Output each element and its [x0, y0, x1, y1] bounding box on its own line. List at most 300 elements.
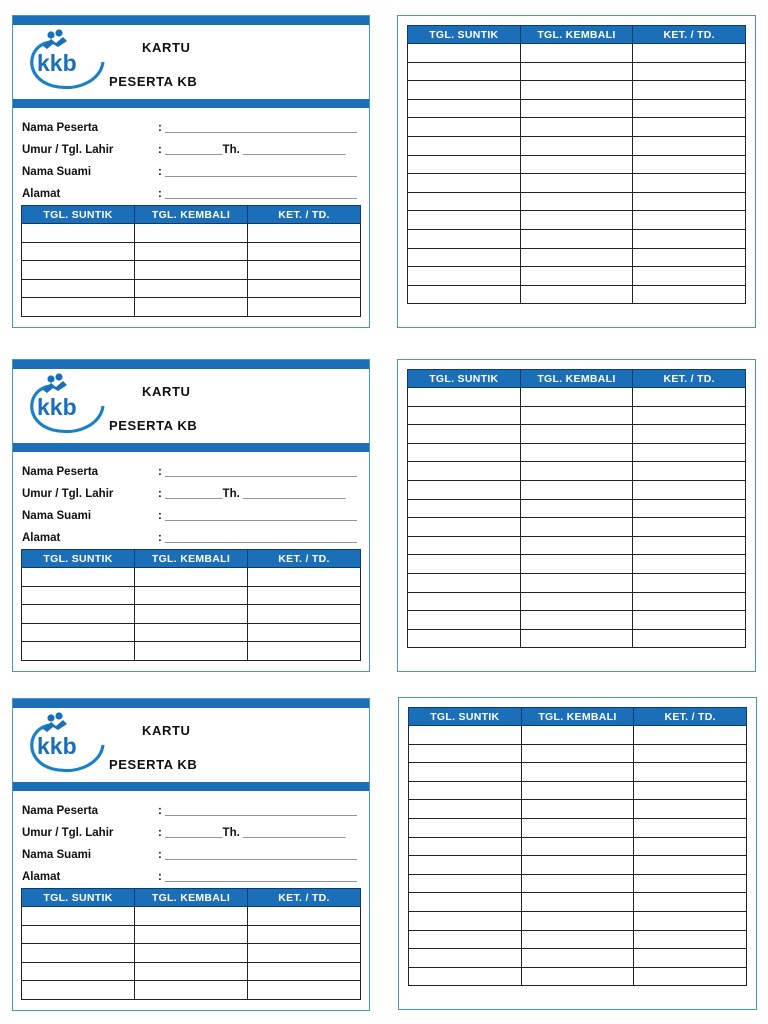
- header-tgl-suntik: TGL. SUNTIK: [408, 26, 521, 44]
- table-row: [408, 248, 746, 267]
- cell-ket-td[interactable]: [633, 499, 746, 518]
- field-alamat: Alamat : ______________________________: [22, 871, 357, 883]
- cell-ket-td[interactable]: [634, 949, 747, 968]
- cell-tgl-kembali[interactable]: [521, 763, 634, 782]
- header-tgl-suntik: TGL. SUNTIK: [22, 889, 135, 907]
- card-back-1: [397, 15, 756, 328]
- cell-tgl-kembali[interactable]: [521, 856, 634, 875]
- table-row: [22, 605, 361, 624]
- cell-tgl-kembali[interactable]: [520, 443, 633, 462]
- cell-tgl-suntik[interactable]: [408, 155, 521, 174]
- cell-tgl-kembali[interactable]: [520, 629, 633, 648]
- cell-tgl-kembali[interactable]: [520, 44, 633, 63]
- cell-ket-td[interactable]: [633, 536, 746, 555]
- cell-ket-td[interactable]: [633, 592, 746, 611]
- cell-tgl-kembali[interactable]: [520, 155, 633, 174]
- cell-tgl-suntik[interactable]: [408, 248, 521, 267]
- cell-tgl-suntik[interactable]: [409, 949, 522, 968]
- kkb-logo-icon: [23, 28, 109, 94]
- field-umur-tgl-lahir: Umur / Tgl. Lahir : _________Th. ________________: [22, 488, 346, 500]
- field-nama-peserta: Nama Peserta : ______________________________: [22, 122, 357, 134]
- cell-tgl-suntik[interactable]: [22, 642, 135, 661]
- cell-tgl-suntik[interactable]: [408, 81, 521, 100]
- cell-tgl-kembali[interactable]: [520, 99, 633, 118]
- cell-ket-td[interactable]: [633, 462, 746, 481]
- cell-tgl-suntik[interactable]: [22, 907, 135, 926]
- table-row: [22, 242, 361, 261]
- cell-ket-td[interactable]: [248, 261, 361, 280]
- table-row: [22, 925, 361, 944]
- cell-tgl-kembali[interactable]: [521, 781, 634, 800]
- cell-tgl-kembali[interactable]: [521, 967, 634, 986]
- cell-tgl-kembali[interactable]: [520, 611, 633, 630]
- field-blank[interactable]: ______________________________: [165, 805, 357, 817]
- cell-tgl-kembali[interactable]: [520, 425, 633, 444]
- cell-tgl-kembali[interactable]: [520, 406, 633, 425]
- cell-tgl-suntik[interactable]: [408, 443, 521, 462]
- participant-fields: [22, 119, 367, 207]
- table-row: [408, 573, 746, 592]
- card-title-peserta-kb: PESERTA KB: [109, 757, 198, 772]
- cell-tgl-kembali[interactable]: [520, 555, 633, 574]
- table-row: [408, 611, 746, 630]
- header-bottom-bar: [13, 782, 369, 791]
- cell-tgl-kembali[interactable]: [520, 174, 633, 193]
- cell-ket-td[interactable]: [633, 629, 746, 648]
- card-title-kartu: KARTU: [142, 40, 191, 55]
- cell-tgl-suntik[interactable]: [408, 136, 521, 155]
- table-row: [22, 623, 361, 642]
- field-blank[interactable]: ______________________________: [165, 871, 357, 883]
- cell-tgl-kembali[interactable]: [135, 623, 248, 642]
- injection-log-table: [21, 549, 361, 661]
- cell-tgl-suntik[interactable]: [409, 837, 522, 856]
- cell-tgl-kembali[interactable]: [135, 224, 248, 243]
- cell-ket-td[interactable]: [248, 242, 361, 261]
- field-nama-suami: Nama Suami : ______________________________: [22, 166, 357, 178]
- cell-ket-td[interactable]: [633, 443, 746, 462]
- cell-ket-td[interactable]: [634, 837, 747, 856]
- cell-tgl-suntik[interactable]: [409, 744, 522, 763]
- table-row: [408, 499, 746, 518]
- table-row: [408, 285, 746, 304]
- table-row: [408, 388, 746, 407]
- cell-ket-td[interactable]: [633, 406, 746, 425]
- cell-tgl-suntik[interactable]: [22, 586, 135, 605]
- cell-tgl-suntik[interactable]: [22, 925, 135, 944]
- table-row: [408, 99, 746, 118]
- cell-tgl-kembali[interactable]: [520, 211, 633, 230]
- cell-ket-td[interactable]: [634, 967, 747, 986]
- cell-tgl-kembali[interactable]: [520, 462, 633, 481]
- cell-tgl-suntik[interactable]: [408, 99, 521, 118]
- injection-log-table: [408, 707, 747, 986]
- card-back-3: [398, 697, 757, 1010]
- cell-ket-td[interactable]: [634, 781, 747, 800]
- field-blank[interactable]: ______________________________: [165, 188, 357, 200]
- table-row: [408, 536, 746, 555]
- table-row: [408, 174, 746, 193]
- cell-ket-td[interactable]: [633, 192, 746, 211]
- cell-ket-td[interactable]: [633, 62, 746, 81]
- table-row: [22, 298, 361, 317]
- cell-tgl-suntik[interactable]: [22, 224, 135, 243]
- cell-tgl-kembali[interactable]: [135, 944, 248, 963]
- cell-tgl-kembali[interactable]: [520, 480, 633, 499]
- cell-tgl-kembali[interactable]: [520, 285, 633, 304]
- cell-tgl-suntik[interactable]: [22, 279, 135, 298]
- cell-tgl-suntik[interactable]: [409, 781, 522, 800]
- injection-log-table: [407, 369, 746, 648]
- cell-tgl-kembali[interactable]: [521, 744, 634, 763]
- cell-tgl-suntik[interactable]: [408, 536, 521, 555]
- field-nama-suami: Nama Suami : ______________________________: [22, 849, 357, 861]
- header-ket-td: KET. / TD.: [248, 206, 361, 224]
- header-tgl-kembali: TGL. KEMBALI: [520, 370, 633, 388]
- kkb-logo: [23, 711, 109, 777]
- header-top-bar: [13, 16, 369, 25]
- table-row: [409, 726, 747, 745]
- injection-log-table: [21, 888, 361, 1000]
- cell-tgl-suntik[interactable]: [22, 605, 135, 624]
- table-row: [408, 44, 746, 63]
- cell-tgl-kembali[interactable]: [521, 874, 634, 893]
- cell-tgl-kembali[interactable]: [135, 279, 248, 298]
- table-row: [408, 118, 746, 137]
- cell-tgl-kembali[interactable]: [135, 907, 248, 926]
- cell-ket-td[interactable]: [633, 285, 746, 304]
- cell-tgl-kembali[interactable]: [521, 837, 634, 856]
- cell-ket-td[interactable]: [633, 518, 746, 537]
- cell-tgl-suntik[interactable]: [409, 911, 522, 930]
- field-nama-peserta: Nama Peserta : ______________________________: [22, 805, 357, 817]
- table-row: [22, 279, 361, 298]
- cell-tgl-kembali[interactable]: [520, 81, 633, 100]
- field-nama-suami: Nama Suami : ______________________________: [22, 510, 357, 522]
- table-row: [22, 944, 361, 963]
- cell-tgl-kembali[interactable]: [520, 573, 633, 592]
- header-ket-td: KET. / TD.: [633, 26, 746, 44]
- field-blank[interactable]: ______________________________: [165, 466, 357, 478]
- cell-tgl-kembali[interactable]: [520, 499, 633, 518]
- cell-ket-td[interactable]: [633, 211, 746, 230]
- cell-ket-td[interactable]: [633, 81, 746, 100]
- field-nama-peserta: Nama Peserta : ______________________________: [22, 466, 357, 478]
- cell-tgl-suntik[interactable]: [408, 267, 521, 286]
- cell-tgl-kembali[interactable]: [520, 388, 633, 407]
- svg-text:kkb: kkb: [37, 50, 77, 76]
- table-row: [408, 518, 746, 537]
- header-ket-td: KET. / TD.: [248, 550, 361, 568]
- cell-ket-td[interactable]: [248, 944, 361, 963]
- cell-tgl-suntik[interactable]: [22, 242, 135, 261]
- cell-tgl-kembali[interactable]: [135, 568, 248, 587]
- cell-ket-td[interactable]: [633, 425, 746, 444]
- cell-tgl-suntik[interactable]: [408, 229, 521, 248]
- cell-ket-td[interactable]: [633, 155, 746, 174]
- header-tgl-suntik: TGL. SUNTIK: [408, 370, 521, 388]
- table-row: [408, 136, 746, 155]
- header-ket-td: KET. / TD.: [633, 370, 746, 388]
- cell-ket-td[interactable]: [634, 726, 747, 745]
- table-row: [22, 981, 361, 1000]
- cell-ket-td[interactable]: [634, 874, 747, 893]
- cell-tgl-kembali[interactable]: [520, 136, 633, 155]
- injection-log-table: [21, 205, 361, 317]
- svg-text:kkb: kkb: [37, 394, 77, 420]
- cell-ket-td[interactable]: [634, 818, 747, 837]
- cell-ket-td[interactable]: [633, 229, 746, 248]
- field-alamat: Alamat : ______________________________: [22, 532, 357, 544]
- table-row: [409, 874, 747, 893]
- table-row: [409, 837, 747, 856]
- card-title-kartu: KARTU: [142, 723, 191, 738]
- cell-tgl-suntik[interactable]: [22, 623, 135, 642]
- table-row: [22, 224, 361, 243]
- participant-fields: [22, 802, 367, 890]
- cell-ket-td[interactable]: [248, 962, 361, 981]
- card-title-peserta-kb: PESERTA KB: [109, 74, 198, 89]
- kkb-logo-icon: [23, 711, 109, 777]
- cell-tgl-suntik[interactable]: [408, 462, 521, 481]
- cell-tgl-suntik[interactable]: [408, 555, 521, 574]
- cell-ket-td[interactable]: [248, 642, 361, 661]
- table-row: [409, 893, 747, 912]
- cell-tgl-suntik[interactable]: [408, 174, 521, 193]
- cell-tgl-kembali[interactable]: [135, 242, 248, 261]
- cell-ket-td[interactable]: [248, 605, 361, 624]
- cell-tgl-kembali[interactable]: [521, 949, 634, 968]
- cell-tgl-suntik[interactable]: [408, 480, 521, 499]
- cell-ket-td[interactable]: [248, 586, 361, 605]
- header-bottom-bar: [13, 99, 369, 108]
- cell-tgl-suntik[interactable]: [22, 962, 135, 981]
- cell-tgl-suntik[interactable]: [408, 518, 521, 537]
- cell-tgl-kembali[interactable]: [520, 536, 633, 555]
- table-row: [409, 949, 747, 968]
- cell-tgl-suntik[interactable]: [408, 285, 521, 304]
- cell-tgl-suntik[interactable]: [409, 967, 522, 986]
- header-tgl-kembali: TGL. KEMBALI: [521, 708, 634, 726]
- cell-tgl-kembali[interactable]: [520, 267, 633, 286]
- table-row: [408, 592, 746, 611]
- cell-tgl-suntik[interactable]: [409, 930, 522, 949]
- table-row: [408, 62, 746, 81]
- field-blank[interactable]: _________Th. ________________: [165, 144, 346, 156]
- cell-tgl-suntik[interactable]: [22, 981, 135, 1000]
- cell-ket-td[interactable]: [633, 480, 746, 499]
- cell-ket-td[interactable]: [634, 893, 747, 912]
- cell-ket-td[interactable]: [248, 568, 361, 587]
- cell-tgl-suntik[interactable]: [408, 118, 521, 137]
- participant-fields: [22, 463, 367, 551]
- header-tgl-kembali: TGL. KEMBALI: [135, 889, 248, 907]
- cell-ket-td[interactable]: [633, 248, 746, 267]
- header-tgl-kembali: TGL. KEMBALI: [135, 206, 248, 224]
- svg-text:kkb: kkb: [37, 733, 77, 759]
- table-row: [409, 744, 747, 763]
- cell-ket-td[interactable]: [248, 279, 361, 298]
- cell-ket-td[interactable]: [633, 44, 746, 63]
- table-row: [409, 930, 747, 949]
- field-blank[interactable]: ______________________________: [165, 849, 357, 861]
- cell-tgl-suntik[interactable]: [409, 818, 522, 837]
- table-row: [408, 211, 746, 230]
- cell-ket-td[interactable]: [633, 136, 746, 155]
- cell-ket-td[interactable]: [634, 930, 747, 949]
- cell-ket-td[interactable]: [633, 99, 746, 118]
- table-row: [409, 911, 747, 930]
- header-tgl-suntik: TGL. SUNTIK: [22, 550, 135, 568]
- cell-tgl-kembali[interactable]: [521, 930, 634, 949]
- cell-ket-td[interactable]: [633, 555, 746, 574]
- cell-tgl-suntik[interactable]: [409, 893, 522, 912]
- cell-tgl-suntik[interactable]: [408, 629, 521, 648]
- table-row: [408, 192, 746, 211]
- cell-tgl-suntik[interactable]: [408, 611, 521, 630]
- kkb-logo-icon: [23, 372, 109, 438]
- table-row: [22, 261, 361, 280]
- table-row: [409, 800, 747, 819]
- table-row: [22, 568, 361, 587]
- cell-tgl-kembali[interactable]: [521, 726, 634, 745]
- cell-ket-td[interactable]: [248, 981, 361, 1000]
- table-row: [408, 555, 746, 574]
- kkb-logo: [23, 28, 109, 94]
- cell-tgl-suntik[interactable]: [408, 192, 521, 211]
- table-row: [408, 443, 746, 462]
- cell-tgl-suntik[interactable]: [409, 726, 522, 745]
- cell-ket-td[interactable]: [634, 800, 747, 819]
- table-row: [408, 480, 746, 499]
- cell-tgl-kembali[interactable]: [521, 911, 634, 930]
- table-row: [409, 781, 747, 800]
- cell-tgl-suntik[interactable]: [408, 592, 521, 611]
- cell-tgl-suntik[interactable]: [22, 261, 135, 280]
- field-blank[interactable]: _________Th. ________________: [165, 488, 346, 500]
- cell-tgl-kembali[interactable]: [520, 592, 633, 611]
- cell-ket-td[interactable]: [633, 573, 746, 592]
- card-front-2: [12, 359, 370, 672]
- cell-tgl-suntik[interactable]: [409, 763, 522, 782]
- header-tgl-kembali: TGL. KEMBALI: [135, 550, 248, 568]
- cell-ket-td[interactable]: [248, 224, 361, 243]
- table-row: [408, 229, 746, 248]
- card-back-2: [397, 359, 756, 672]
- field-blank[interactable]: ______________________________: [165, 166, 357, 178]
- header-tgl-suntik: TGL. SUNTIK: [22, 206, 135, 224]
- cell-ket-td[interactable]: [633, 118, 746, 137]
- cell-tgl-suntik[interactable]: [408, 62, 521, 81]
- table-row: [22, 962, 361, 981]
- cell-ket-td[interactable]: [634, 856, 747, 875]
- cell-tgl-kembali[interactable]: [520, 62, 633, 81]
- cell-tgl-suntik[interactable]: [409, 800, 522, 819]
- cell-ket-td[interactable]: [634, 763, 747, 782]
- cell-ket-td[interactable]: [248, 623, 361, 642]
- table-row: [409, 763, 747, 782]
- cell-tgl-suntik[interactable]: [408, 425, 521, 444]
- table-row: [408, 267, 746, 286]
- cell-tgl-suntik[interactable]: [22, 298, 135, 317]
- cell-tgl-kembali[interactable]: [521, 800, 634, 819]
- table-row: [408, 81, 746, 100]
- cell-ket-td[interactable]: [633, 611, 746, 630]
- cell-tgl-suntik[interactable]: [408, 44, 521, 63]
- cell-ket-td[interactable]: [634, 911, 747, 930]
- cell-tgl-suntik[interactable]: [409, 874, 522, 893]
- header-bottom-bar: [13, 443, 369, 452]
- cell-tgl-kembali[interactable]: [135, 981, 248, 1000]
- cell-ket-td[interactable]: [634, 744, 747, 763]
- cell-tgl-kembali[interactable]: [520, 248, 633, 267]
- cell-tgl-kembali[interactable]: [520, 229, 633, 248]
- card-title-peserta-kb: PESERTA KB: [109, 418, 198, 433]
- kkb-logo: [23, 372, 109, 438]
- cell-tgl-suntik[interactable]: [408, 406, 521, 425]
- cell-ket-td[interactable]: [633, 388, 746, 407]
- cell-tgl-kembali[interactable]: [135, 261, 248, 280]
- cell-tgl-kembali[interactable]: [135, 586, 248, 605]
- cell-tgl-kembali[interactable]: [135, 925, 248, 944]
- table-row: [22, 642, 361, 661]
- cell-ket-td[interactable]: [633, 267, 746, 286]
- field-alamat: Alamat : ______________________________: [22, 188, 357, 200]
- field-umur-tgl-lahir: Umur / Tgl. Lahir : _________Th. ________________: [22, 144, 346, 156]
- cell-tgl-kembali[interactable]: [135, 962, 248, 981]
- table-row: [408, 425, 746, 444]
- header-ket-td: KET. / TD.: [248, 889, 361, 907]
- table-row: [409, 818, 747, 837]
- cell-ket-td[interactable]: [248, 298, 361, 317]
- cell-tgl-suntik[interactable]: [408, 499, 521, 518]
- cell-tgl-kembali[interactable]: [521, 818, 634, 837]
- injection-log-table: [407, 25, 746, 304]
- cell-tgl-kembali[interactable]: [135, 298, 248, 317]
- table-row: [22, 907, 361, 926]
- cell-tgl-kembali[interactable]: [521, 893, 634, 912]
- cell-tgl-suntik[interactable]: [408, 573, 521, 592]
- cell-tgl-suntik[interactable]: [409, 856, 522, 875]
- card-title-kartu: KARTU: [142, 384, 191, 399]
- cell-ket-td[interactable]: [248, 907, 361, 926]
- field-blank[interactable]: ______________________________: [165, 122, 357, 134]
- cell-tgl-kembali[interactable]: [135, 642, 248, 661]
- cell-tgl-kembali[interactable]: [520, 518, 633, 537]
- cell-ket-td[interactable]: [248, 925, 361, 944]
- table-row: [22, 586, 361, 605]
- cell-tgl-suntik[interactable]: [22, 944, 135, 963]
- cell-tgl-kembali[interactable]: [520, 192, 633, 211]
- header-tgl-suntik: TGL. SUNTIK: [409, 708, 522, 726]
- table-row: [408, 629, 746, 648]
- field-blank[interactable]: _________Th. ________________: [165, 827, 346, 839]
- cell-tgl-suntik[interactable]: [22, 568, 135, 587]
- header-top-bar: [13, 699, 369, 708]
- field-blank[interactable]: ______________________________: [165, 532, 357, 544]
- cell-tgl-kembali[interactable]: [135, 605, 248, 624]
- cell-tgl-suntik[interactable]: [408, 211, 521, 230]
- header-top-bar: [13, 360, 369, 369]
- cell-tgl-kembali[interactable]: [520, 118, 633, 137]
- header-tgl-kembali: TGL. KEMBALI: [520, 26, 633, 44]
- cell-ket-td[interactable]: [633, 174, 746, 193]
- card-front-1: [12, 15, 370, 328]
- cell-tgl-suntik[interactable]: [408, 388, 521, 407]
- table-row: [408, 462, 746, 481]
- field-umur-tgl-lahir: Umur / Tgl. Lahir : _________Th. ________________: [22, 827, 346, 839]
- field-blank[interactable]: ______________________________: [165, 510, 357, 522]
